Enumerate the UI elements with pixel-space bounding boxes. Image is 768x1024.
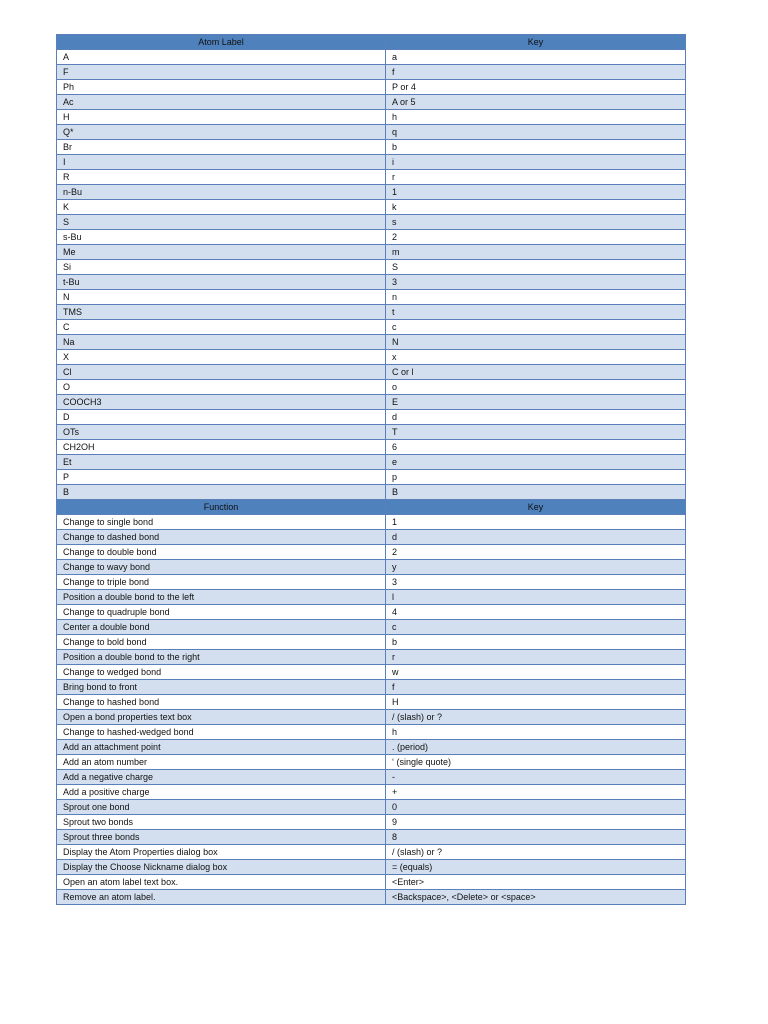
function-name-cell: Open an atom label text box. <box>57 875 386 890</box>
atom-name-cell: N <box>57 290 386 305</box>
atom-key-cell: 1 <box>386 185 686 200</box>
function-row <box>57 710 686 725</box>
atom-row <box>57 155 686 170</box>
atom-row <box>57 485 686 500</box>
function-key-cell: <Enter> <box>386 875 686 890</box>
atom-name-cell: O <box>57 380 386 395</box>
atom-name-cell: R <box>57 170 386 185</box>
function-row <box>57 605 686 620</box>
function-row <box>57 725 686 740</box>
atom-key-cell: n <box>386 290 686 305</box>
atom-name-cell: B <box>57 485 386 500</box>
function-name-cell: Change to wavy bond <box>57 560 386 575</box>
function-name-cell: Change to hashed-wedged bond <box>57 725 386 740</box>
atom-key-cell: h <box>386 110 686 125</box>
atom-row <box>57 350 686 365</box>
function-row <box>57 515 686 530</box>
function-name-cell: Change to single bond <box>57 515 386 530</box>
function-key-cell: - <box>386 770 686 785</box>
atom-key-cell: N <box>386 335 686 350</box>
atom-row <box>57 410 686 425</box>
function-name-cell: Change to bold bond <box>57 635 386 650</box>
function-column-header: Function <box>57 500 386 515</box>
function-key-cell: 1 <box>386 515 686 530</box>
atom-row <box>57 395 686 410</box>
atom-key-cell: e <box>386 455 686 470</box>
atom-name-cell: I <box>57 155 386 170</box>
function-key-cell: + <box>386 785 686 800</box>
function-name-cell: Add a negative charge <box>57 770 386 785</box>
function-name-cell: Display the Choose Nickname dialog box <box>57 860 386 875</box>
atom-name-cell: Cl <box>57 365 386 380</box>
atom-row <box>57 170 686 185</box>
function-key-cell: b <box>386 635 686 650</box>
function-row <box>57 695 686 710</box>
atom-name-cell: Si <box>57 260 386 275</box>
function-name-cell: Add a positive charge <box>57 785 386 800</box>
function-row <box>57 770 686 785</box>
function-name-cell: Display the Atom Properties dialog box <box>57 845 386 860</box>
atom-row <box>57 455 686 470</box>
atom-key-cell: p <box>386 470 686 485</box>
atom-name-cell: Q* <box>57 125 386 140</box>
atom-name-cell: H <box>57 110 386 125</box>
atom-row <box>57 185 686 200</box>
function-row <box>57 620 686 635</box>
function-row <box>57 845 686 860</box>
atom-key-cell: t <box>386 305 686 320</box>
atom-name-cell: K <box>57 200 386 215</box>
function-key-cell: d <box>386 530 686 545</box>
function-row <box>57 890 686 905</box>
function-key-cell: 8 <box>386 830 686 845</box>
atom-key-cell: B <box>386 485 686 500</box>
atom-key-cell: d <box>386 410 686 425</box>
atom-key-cell: a <box>386 50 686 65</box>
atom-key-cell: r <box>386 170 686 185</box>
atom-key-cell: P or 4 <box>386 80 686 95</box>
atom-row <box>57 425 686 440</box>
atom-name-cell: COOCH3 <box>57 395 386 410</box>
atom-key-column-header: Key <box>386 35 686 50</box>
atom-name-cell: CH2OH <box>57 440 386 455</box>
atom-row <box>57 50 686 65</box>
atom-key-cell: x <box>386 350 686 365</box>
function-name-cell: Add an attachment point <box>57 740 386 755</box>
function-row <box>57 860 686 875</box>
atom-name-cell: F <box>57 65 386 80</box>
atom-key-cell: c <box>386 320 686 335</box>
function-row <box>57 590 686 605</box>
atom-name-cell: OTs <box>57 425 386 440</box>
function-section <box>57 500 686 905</box>
atom-key-cell: T <box>386 425 686 440</box>
atom-key-cell: C or l <box>386 365 686 380</box>
function-row <box>57 635 686 650</box>
atom-key-cell: o <box>386 380 686 395</box>
atom-key-cell: 3 <box>386 275 686 290</box>
atom-name-cell: Et <box>57 455 386 470</box>
function-row <box>57 875 686 890</box>
atom-key-cell: E <box>386 395 686 410</box>
function-name-cell: Position a double bond to the left <box>57 590 386 605</box>
atom-key-cell: m <box>386 245 686 260</box>
function-key-cell: 0 <box>386 800 686 815</box>
atom-row <box>57 215 686 230</box>
function-row <box>57 650 686 665</box>
atom-row <box>57 305 686 320</box>
atom-name-cell: Na <box>57 335 386 350</box>
function-key-cell: / (slash) or ? <box>386 845 686 860</box>
atom-name-cell: n-Bu <box>57 185 386 200</box>
atom-row <box>57 275 686 290</box>
function-row <box>57 800 686 815</box>
function-key-cell: 3 <box>386 575 686 590</box>
function-key-cell: 2 <box>386 545 686 560</box>
atom-name-cell: TMS <box>57 305 386 320</box>
function-key-cell: h <box>386 725 686 740</box>
atom-name-cell: Br <box>57 140 386 155</box>
atom-label-section <box>57 35 686 500</box>
function-key-cell: ‘ (single quote) <box>386 755 686 770</box>
function-row <box>57 530 686 545</box>
function-key-cell: y <box>386 560 686 575</box>
atom-key-cell: A or 5 <box>386 95 686 110</box>
atom-name-cell: Me <box>57 245 386 260</box>
function-key-column-header: Key <box>386 500 686 515</box>
atom-key-cell: b <box>386 140 686 155</box>
function-name-cell: Change to wedged bond <box>57 665 386 680</box>
atom-row <box>57 335 686 350</box>
function-name-cell: Sprout two bonds <box>57 815 386 830</box>
shortcut-key-table <box>56 34 686 905</box>
function-name-cell: Change to quadruple bond <box>57 605 386 620</box>
atom-row <box>57 230 686 245</box>
function-header-row <box>57 500 686 515</box>
function-row <box>57 755 686 770</box>
function-name-cell: Change to triple bond <box>57 575 386 590</box>
atom-row <box>57 245 686 260</box>
function-row <box>57 560 686 575</box>
atom-row <box>57 140 686 155</box>
atom-row <box>57 125 686 140</box>
atom-header-row <box>57 35 686 50</box>
function-name-cell: Change to dashed bond <box>57 530 386 545</box>
function-row <box>57 545 686 560</box>
atom-row <box>57 200 686 215</box>
atom-name-cell: Ac <box>57 95 386 110</box>
function-name-cell: Add an atom number <box>57 755 386 770</box>
function-key-cell: 9 <box>386 815 686 830</box>
function-key-cell: <Backspace>, <Delete> or <space> <box>386 890 686 905</box>
function-row <box>57 830 686 845</box>
atom-key-cell: f <box>386 65 686 80</box>
atom-row <box>57 365 686 380</box>
atom-row <box>57 380 686 395</box>
function-row <box>57 575 686 590</box>
function-name-cell: Remove an atom label. <box>57 890 386 905</box>
function-name-cell: Sprout one bond <box>57 800 386 815</box>
function-key-cell: c <box>386 620 686 635</box>
atom-label-column-header: Atom Label <box>57 35 386 50</box>
function-key-cell: H <box>386 695 686 710</box>
function-row <box>57 665 686 680</box>
atom-key-cell: 6 <box>386 440 686 455</box>
atom-key-cell: S <box>386 260 686 275</box>
atom-row <box>57 290 686 305</box>
function-key-cell: l <box>386 590 686 605</box>
atom-key-cell: 2 <box>386 230 686 245</box>
atom-row <box>57 80 686 95</box>
function-row <box>57 815 686 830</box>
function-key-cell: 4 <box>386 605 686 620</box>
atom-row <box>57 320 686 335</box>
function-name-cell: Sprout three bonds <box>57 830 386 845</box>
function-key-cell: / (slash) or ? <box>386 710 686 725</box>
function-key-cell: w <box>386 665 686 680</box>
function-row <box>57 680 686 695</box>
atom-name-cell: C <box>57 320 386 335</box>
atom-name-cell: D <box>57 410 386 425</box>
function-name-cell: Bring bond to front <box>57 680 386 695</box>
function-name-cell: Change to double bond <box>57 545 386 560</box>
atom-key-cell: s <box>386 215 686 230</box>
atom-name-cell: s-Bu <box>57 230 386 245</box>
atom-row <box>57 260 686 275</box>
atom-row <box>57 65 686 80</box>
atom-key-cell: k <box>386 200 686 215</box>
atom-name-cell: P <box>57 470 386 485</box>
function-name-cell: Center a double bond <box>57 620 386 635</box>
function-key-cell: f <box>386 680 686 695</box>
function-key-cell: = (equals) <box>386 860 686 875</box>
function-key-cell: r <box>386 650 686 665</box>
atom-name-cell: X <box>57 350 386 365</box>
function-key-cell: . (period) <box>386 740 686 755</box>
atom-key-cell: i <box>386 155 686 170</box>
atom-row <box>57 440 686 455</box>
function-name-cell: Change to hashed bond <box>57 695 386 710</box>
function-name-cell: Position a double bond to the right <box>57 650 386 665</box>
atom-name-cell: t-Bu <box>57 275 386 290</box>
function-row <box>57 740 686 755</box>
atom-row <box>57 95 686 110</box>
function-row <box>57 785 686 800</box>
atom-row <box>57 470 686 485</box>
atom-row <box>57 110 686 125</box>
atom-key-cell: q <box>386 125 686 140</box>
atom-name-cell: A <box>57 50 386 65</box>
function-name-cell: Open a bond properties text box <box>57 710 386 725</box>
atom-name-cell: S <box>57 215 386 230</box>
atom-name-cell: Ph <box>57 80 386 95</box>
